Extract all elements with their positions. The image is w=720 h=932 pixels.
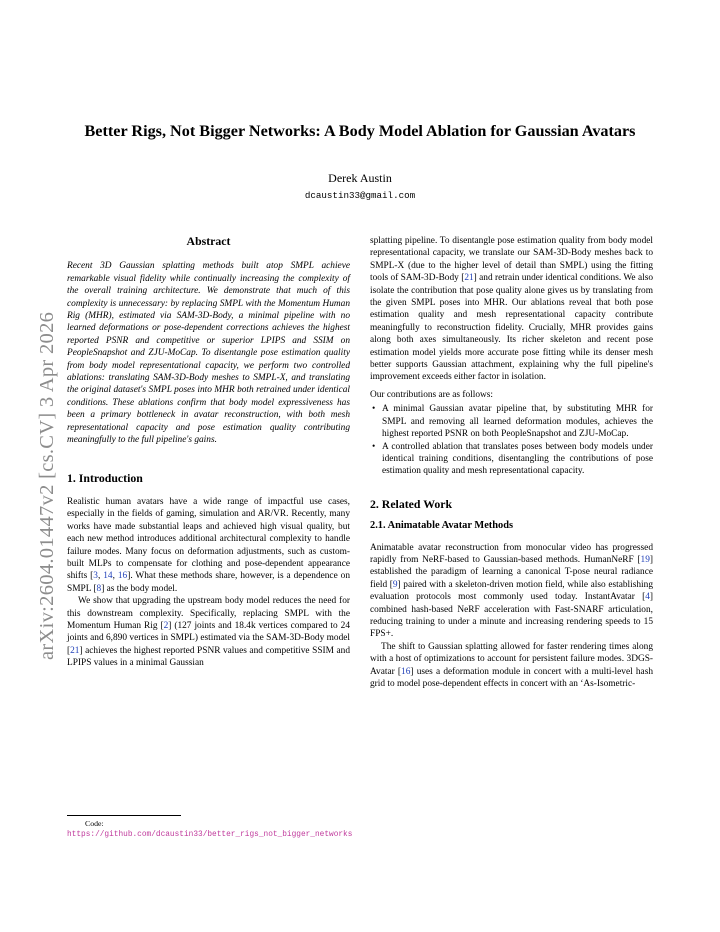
intro-paragraph-1: Realistic human avatars have a wide range of impactful use cases, especially in the fields of gaming, simulation and AR/VR. Recently, many works have made substantial leaps and achieved high visual quality, but each new method introduces additional architectural complexity to handle failure modes. Many focus on deformation adjustments, such as custom-built MLPs to compensate for clothing and pose-dependent appearance shifts [3, 14, 16]. What these methods share, however, is a dependence on SMPL [8] as the body model.: [67, 496, 351, 594]
intro-text: Realistic human avatars have a wide range of impactful use cases, especially in the fields of gaming, simulation and AR/VR. Recently, many works have made substantial leaps and achieved high visual quality, but each new method introduces additional architectural complexity to handle failure modes. Many focus on deformation adjustments, such as custom-built MLPs to compensate for clothing and pose-dependent appearance shifts [: [67, 496, 350, 582]
intro-text: ] achieves the highest reported PSNR values and competitive SSIM and LPIPS values in a minimal Gaussian: [67, 645, 350, 669]
right-column: [370, 235, 653, 690]
related-text: ] uses a deformation module in concert with a multi-level hash grid to model pose-dependent effects in concert with an ‘As-Isometric-: [370, 666, 654, 689]
citation-link[interactable]: 16: [401, 666, 411, 677]
introduction-heading: 1. Introduction: [67, 470, 143, 485]
intro-text: ] and retrain under identical conditions. We also isolate the contribution that pose quality alone gives us by translating from the given SMPL poses into MHR. Our ablations reveal that both pose estimation quality and mesh representational capacity contribute meaningfully to reconstruction fidelity. Crucially, MHR provides gains along both axes simultaneously. Its richer skeleton and recent pose estimation model yields more accurate pose fitting while its denser mesh better supports Gaussian attachment, explaining why the full pipeline's improvement exceeds either factor in isolation.: [370, 273, 653, 383]
arxiv-identifier: arXiv:2604.01447v2 [cs.CV] 3 Apr 2026: [36, 311, 58, 660]
code-footnote: [67, 819, 352, 840]
related-text: ] paired with a skeleton-driven motion field, while also establishing evaluation protocols most commonly used today. InstantAvatar [: [370, 579, 653, 603]
footnote-label: Code:: [85, 819, 104, 828]
intro-text: ] as the body model.: [101, 583, 178, 594]
related-text: Animatable avatar reconstruction from monocular video has progressed rapidly from NeRF-based to Gaussian-based methods. HumanNeRF [: [370, 542, 653, 565]
citation-link[interactable]: 21: [70, 645, 80, 656]
related-paragraph-1: [370, 542, 653, 641]
citation-link[interactable]: 19: [640, 554, 650, 565]
list-item: • A minimal Gaussian avatar pipeline that, by substituting MHR for SMPL and removing all learned deformation modules, achieves the highest reported PSNR on both PeopleSnapshot and ZJU-MoCap.: [370, 403, 653, 440]
citation-link[interactable]: 8: [96, 583, 102, 594]
author-email[interactable]: dcaustin33@gmail.com: [304, 190, 416, 201]
citation-link[interactable]: 9: [392, 579, 398, 590]
code-repository-link[interactable]: https://github.com/dcaustin33/better_rigs_not_bigger_networks: [67, 831, 353, 840]
intro-text: ] (127 joints and 18.4k vertices compared to 24 joints and 6,890 vertices in SMPL) estimated via the SAM-3D-Body model [: [67, 620, 350, 656]
paper-title: Better Rigs, Not Bigger Networks: A Body Model Ablation for Gaussian Avatars: [84, 122, 636, 140]
related-text: ] established the paradigm of learning a canonical T-pose neural radiance field [: [370, 554, 653, 590]
related-text: The shift to Gaussian splatting allowed for faster rendering times along with a host of optimizations to account for persistent failure modes. 3DGS-Avatar [: [370, 641, 653, 677]
intro-text: We show that upgrading the upstream body model reduces the need for this downstream complexity. Specifically, replacing SMPL with the Momentum Human Rig [: [67, 596, 350, 631]
abstract-text: Recent 3D Gaussian splatting methods built atop SMPL achieve remarkable visual fidelity while continually increasing the complexity of the overall training architecture. We demonstrate that much of this complexity is unnecessary: by replacing SMPL with the Momentum Human Rig (MHR), estimated via SAM-3D-Body, a minimal pipeline with no learned deformations or pose-dependent corrections achieves the highest reported PSNR and competitive or superior LPIPS and SSIM on PeopleSnapshot and ZJU-MoCap. To disentangle pose estimation quality from body model representational capacity, we perform two controlled ablations: translating SAM-3D-Body meshes to SMPL-X, and translating the original dataset's SMPL poses into MHR both retrained under identical conditions. These ablations confirm that body model expressiveness has been a primary bottleneck in avatar reconstruction, with both mesh representational capacity and pose estimation quality contributing meaningfully to the full pipeline's gains.: [67, 261, 350, 446]
contributions-lead: Our contributions are as follows:: [370, 389, 494, 400]
related-work-heading: 2. Related Work: [370, 496, 453, 511]
citation-link[interactable]: 14: [103, 571, 113, 582]
contributions-list: [370, 403, 653, 477]
list-item: • A controlled ablation that translates poses between body models under identical training conditions, disentangling the contributions of pose estimation quality and mesh representational capacity.: [370, 441, 653, 478]
related-text: ] combined hash-based NeRF acceleration with Fast-SNARF articulation, reducing training to under a minute and increasing rendering speeds to 15 FPS+.: [370, 592, 653, 640]
footnote-divider: [67, 815, 181, 816]
animatable-avatar-subheading: 2.1. Animatable Avatar Methods: [370, 520, 514, 532]
intro-paragraph-2: [67, 595, 350, 669]
citation-link[interactable]: 3: [93, 571, 98, 582]
citation-link[interactable]: 2: [163, 620, 169, 631]
abstract-heading: Abstract: [186, 234, 231, 248]
citation-link[interactable]: 21: [464, 273, 474, 284]
author-name: Derek Austin: [328, 171, 392, 185]
intro-text: splatting pipeline. To disentangle pose estimation quality from body model representational capacity, we translate our SAM-3D-Body meshes back to SMPL-X (due to the higher level of detail than SMPL) using the fitting tools of SAM-3D-Body [: [370, 236, 653, 284]
left-column: [67, 235, 350, 670]
citation-link[interactable]: 4: [645, 592, 650, 603]
intro-paragraph-3: [370, 235, 653, 384]
related-paragraph-2: [370, 641, 653, 691]
intro-text: ]. What these methods share, however, is a dependence on SMPL [: [67, 571, 351, 594]
citation-link[interactable]: 16: [117, 571, 128, 582]
